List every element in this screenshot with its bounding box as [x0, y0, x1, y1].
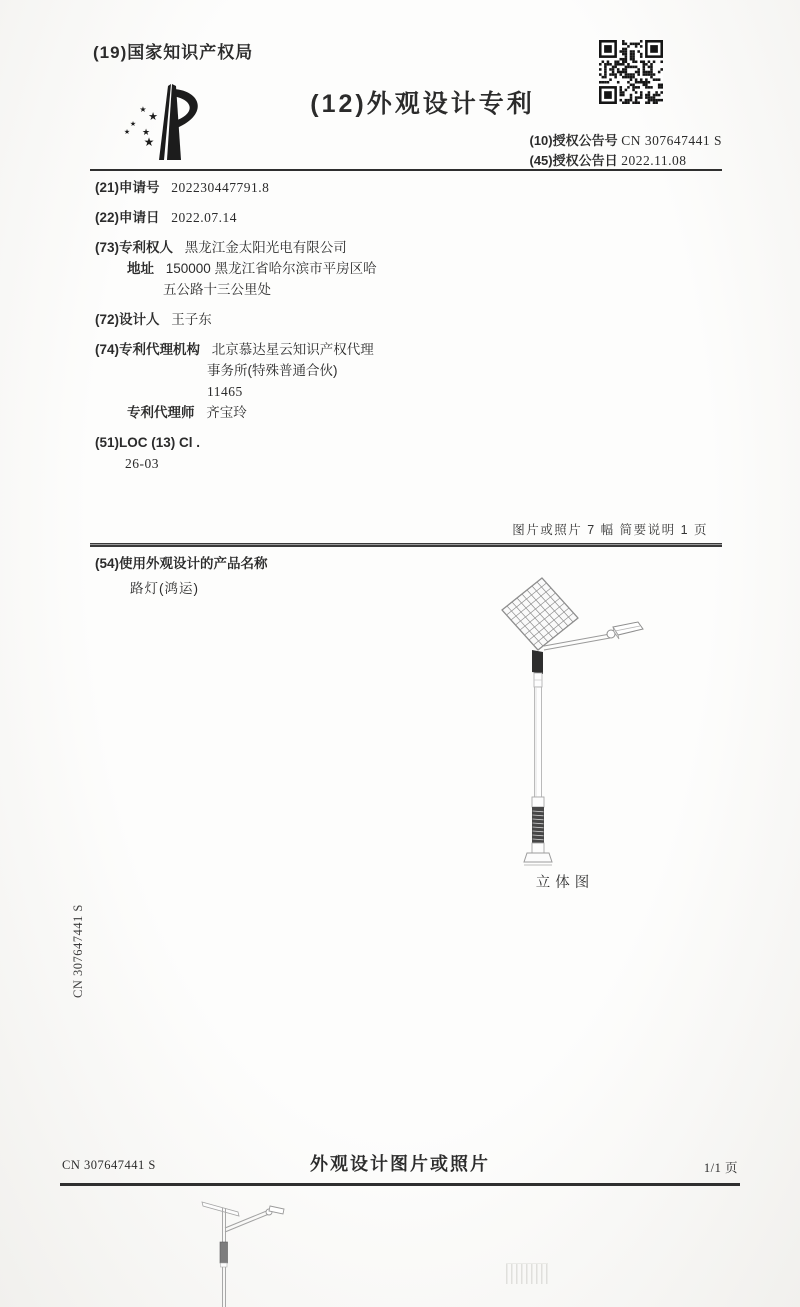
star-icon: ★ [141, 127, 151, 137]
figure-caption: 立体图 [535, 875, 595, 891]
pub-date-value: 2022.11.08 [621, 153, 687, 168]
bibliographic-section [95, 177, 465, 483]
document-type-title: (12)外观设计专利 [310, 90, 535, 118]
agency-block [95, 339, 465, 423]
designer-value: 王子东 [171, 312, 212, 327]
agency-line-3 [95, 381, 465, 402]
address-line-2 [95, 279, 465, 300]
header-divider [90, 169, 722, 171]
app-date-value: 2022.07.14 [171, 210, 238, 225]
loc-block [95, 432, 465, 474]
address-line [95, 258, 465, 279]
qr-code-icon [599, 40, 663, 104]
office-name: (19)国家知识产权局 [93, 43, 254, 62]
pub-number-value: CN 307647441 S [621, 133, 722, 148]
side-doc-number: CN 307647441 S [71, 904, 85, 998]
app-date-label: (22)申请日 [95, 210, 160, 225]
agency-line [95, 339, 465, 360]
pub-date-line [529, 151, 722, 171]
star-icon: ★ [139, 105, 147, 114]
application-number-line [95, 177, 465, 198]
agent-label: 专利代理师 [127, 405, 195, 420]
address-label: 地址 [127, 261, 154, 276]
product-name-label: (54)使用外观设计的产品名称 [95, 556, 268, 571]
agent-value: 齐宝玲 [206, 405, 247, 420]
loc-label: (51)LOC (13) Cl . [95, 435, 201, 450]
patentee-value: 黑龙江金太阳光电有限公司 [184, 240, 347, 255]
app-number-value: 202230447791.8 [171, 180, 270, 195]
footer-divider [60, 1183, 740, 1186]
agency-label: (74)专利代理机构 [95, 342, 201, 357]
designer-line [95, 309, 465, 330]
address-value: 150000 黑龙江省哈尔滨市平房区哈 [165, 261, 377, 276]
agency-value-3: 11465 [207, 384, 243, 399]
star-icon: ★ [123, 129, 131, 136]
application-date-line [95, 207, 465, 228]
footer-title: 外观设计图片或照片 [310, 1154, 490, 1174]
publication-info [529, 131, 722, 171]
section-divider [90, 543, 722, 547]
figures-count-line: 图片或照片 7 幅 简要说明 1 页 [512, 523, 708, 537]
street-lamp-front-partial-drawing [190, 1195, 300, 1307]
footer-doc-number: CN 307647441 S [62, 1158, 156, 1172]
app-number-label: (21)申请号 [95, 180, 160, 195]
star-icon: ★ [143, 135, 155, 149]
patentee-line [95, 237, 465, 258]
address-value-2: 五公路十三公里处 [163, 282, 271, 297]
product-name-value: 路灯(鸿运) [130, 581, 199, 596]
pub-number-line [529, 131, 722, 151]
patentee-label: (73)专利权人 [95, 240, 174, 255]
agency-value-2: 事务所(特殊普通合伙) [207, 363, 338, 378]
pub-date-label: (45)授权公告日 [529, 153, 618, 168]
agency-value-1: 北京慕达星云知识产权代理 [211, 342, 374, 357]
clipped-panel-grid-fragment [506, 1263, 548, 1284]
loc-value: 26-03 [125, 456, 159, 471]
designer-label: (72)设计人 [95, 312, 160, 327]
star-icon: ★ [148, 111, 158, 123]
agency-line-2 [95, 360, 465, 381]
star-icon: ★ [129, 121, 137, 128]
agent-line [95, 402, 465, 423]
footer-page-number: 1/1 页 [703, 1161, 738, 1175]
street-lamp-perspective-drawing [480, 575, 655, 875]
pub-number-label: (10)授权公告号 [529, 133, 618, 148]
patentee-block [95, 237, 465, 300]
